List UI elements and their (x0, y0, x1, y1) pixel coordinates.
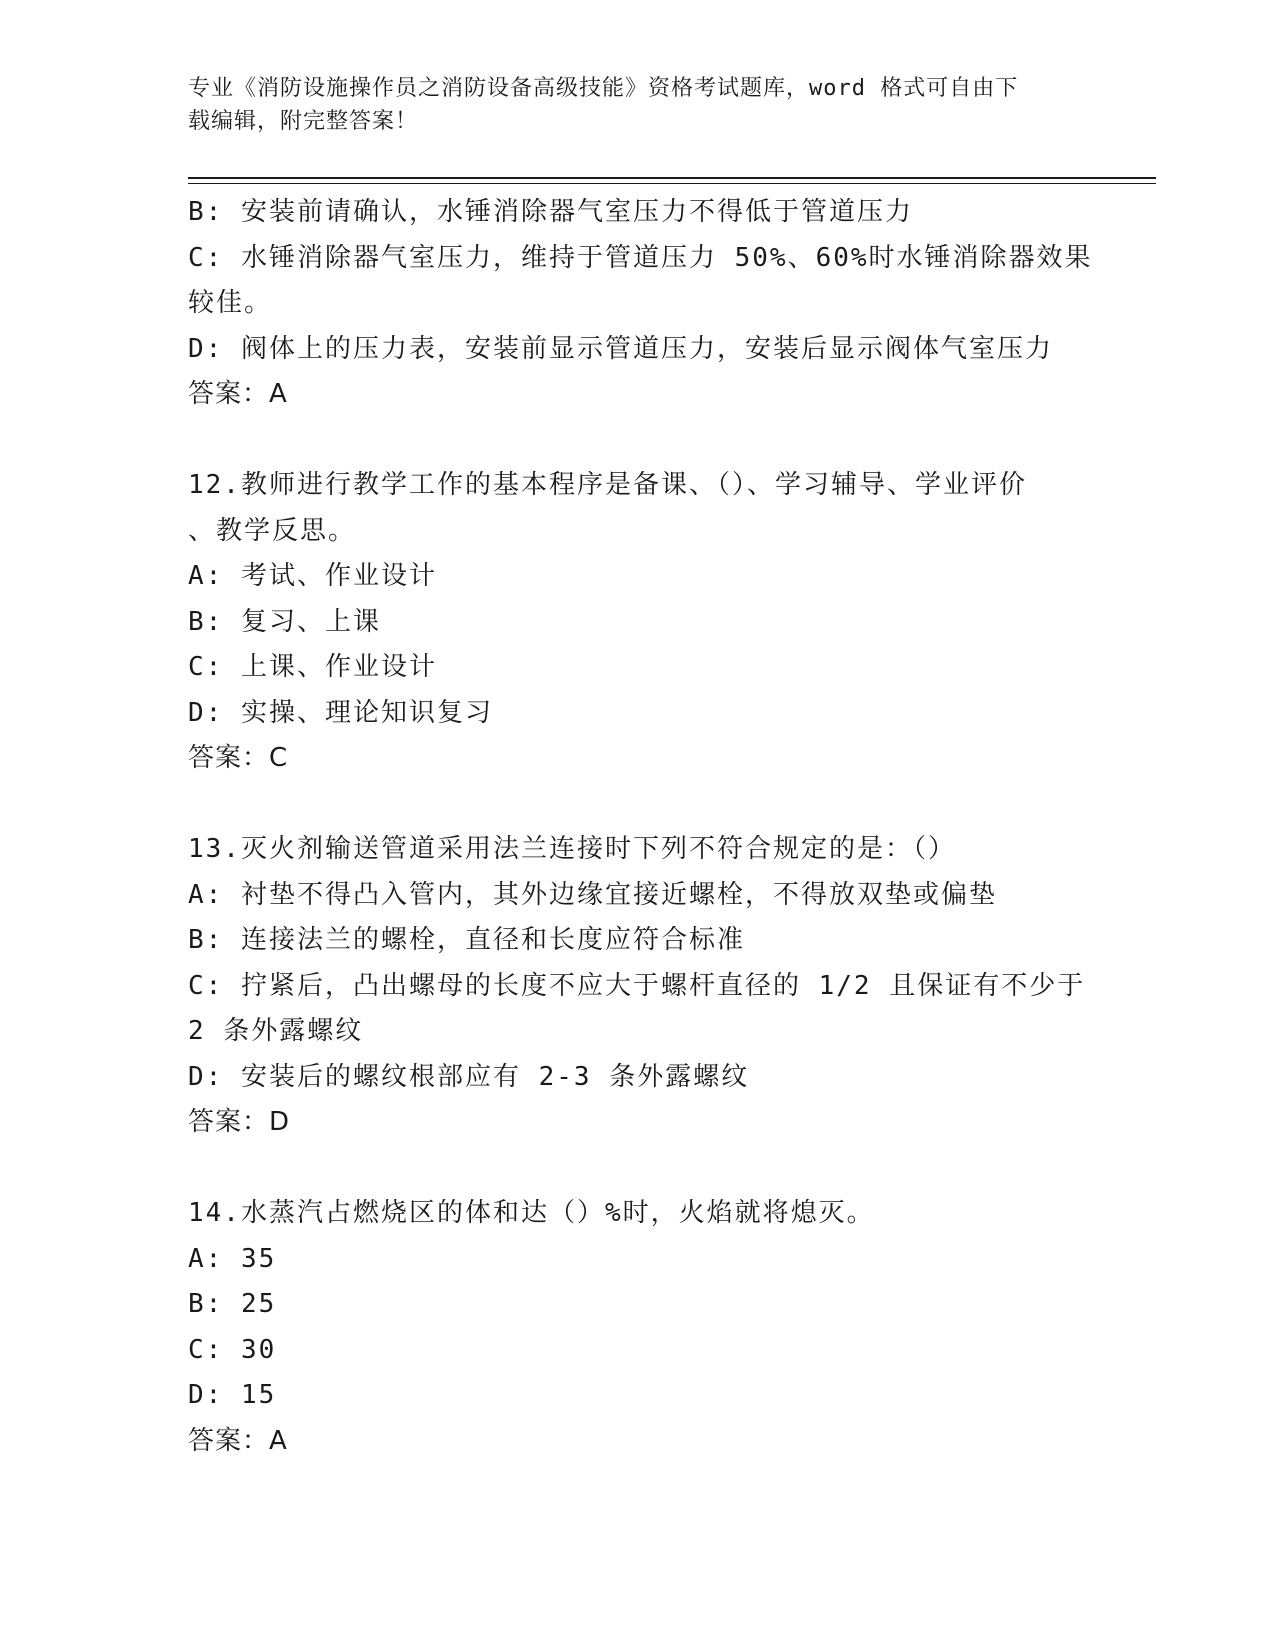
question-14 (188, 1191, 1108, 1464)
option-a: A: 衬垫不得凸入管内，其外边缘宜接近螺栓，不得放双垫或偏垫 (188, 879, 997, 910)
spacer (188, 1146, 1108, 1192)
option-d: D: 阀体上的压力表，安装前显示管道压力，安装后显示阀体气室压力 (188, 333, 1053, 364)
option-c-line-2: 2 条外露螺纹 (188, 1016, 364, 1046)
option-d: D: 15 (188, 1380, 277, 1410)
option-c: C: 上课、作业设计 (188, 652, 437, 682)
option-c-line-2: 较佳。 (188, 288, 273, 318)
option-b: B: 安装前请确认，水锤消除器气室压力不得低于管道压力 (188, 197, 913, 227)
header-line-2: 载编辑，附完整答案！ (188, 109, 419, 134)
spacer (188, 418, 1108, 464)
option-a: A: 考试、作业设计 (188, 561, 437, 591)
question-stem-line-1: 12.教师进行教学工作的基本程序是备课、（）、学习辅导、学业评价 (188, 470, 1027, 500)
header-rule-thin (188, 183, 1156, 184)
option-c: C: 30 (188, 1334, 277, 1365)
option-c-line-1: C: 拧紧后，凸出螺母的长度不应大于螺杆直径的 1/2 且保证有不少于 (188, 970, 1086, 1001)
answer: 答案：D (188, 1107, 291, 1137)
answer: 答案：C (188, 743, 289, 773)
question-stem-line-2: 、教学反思。 (188, 515, 357, 546)
document-header (188, 72, 1088, 138)
option-b: B: 25 (188, 1289, 277, 1319)
option-b: B: 复习、上课 (188, 606, 381, 637)
answer: 答案：A (188, 379, 288, 409)
header-line-1: 专业《消防设施操作员之消防设备高级技能》资格考试题库，word 格式可自由下 (188, 76, 1019, 101)
option-d: D: 安装后的螺纹根部应有 2-3 条外露螺纹 (188, 1061, 750, 1092)
question-13 (188, 827, 1108, 1146)
option-c-line-1: C: 水锤消除器气室压力，维持于管道压力 50%、60%时水锤消除器效果 (188, 242, 1093, 273)
question-list (188, 190, 1108, 1464)
question-continued (188, 190, 1108, 418)
question-stem: 14.水蒸汽占燃烧区的体和达（）%时，火焰就将熄灭。 (188, 1198, 875, 1228)
question-12 (188, 463, 1108, 782)
spacer (188, 782, 1108, 828)
option-b: B: 连接法兰的螺栓，直径和长度应符合标准 (188, 925, 745, 955)
option-d: D: 实操、理论知识复习 (188, 697, 493, 728)
option-a: A: 35 (188, 1243, 277, 1274)
answer: 答案：A (188, 1425, 288, 1456)
question-stem: 13.灭火剂输送管道采用法兰连接时下列不符合规定的是：（） (188, 834, 956, 864)
header-rule-thick (188, 177, 1156, 179)
